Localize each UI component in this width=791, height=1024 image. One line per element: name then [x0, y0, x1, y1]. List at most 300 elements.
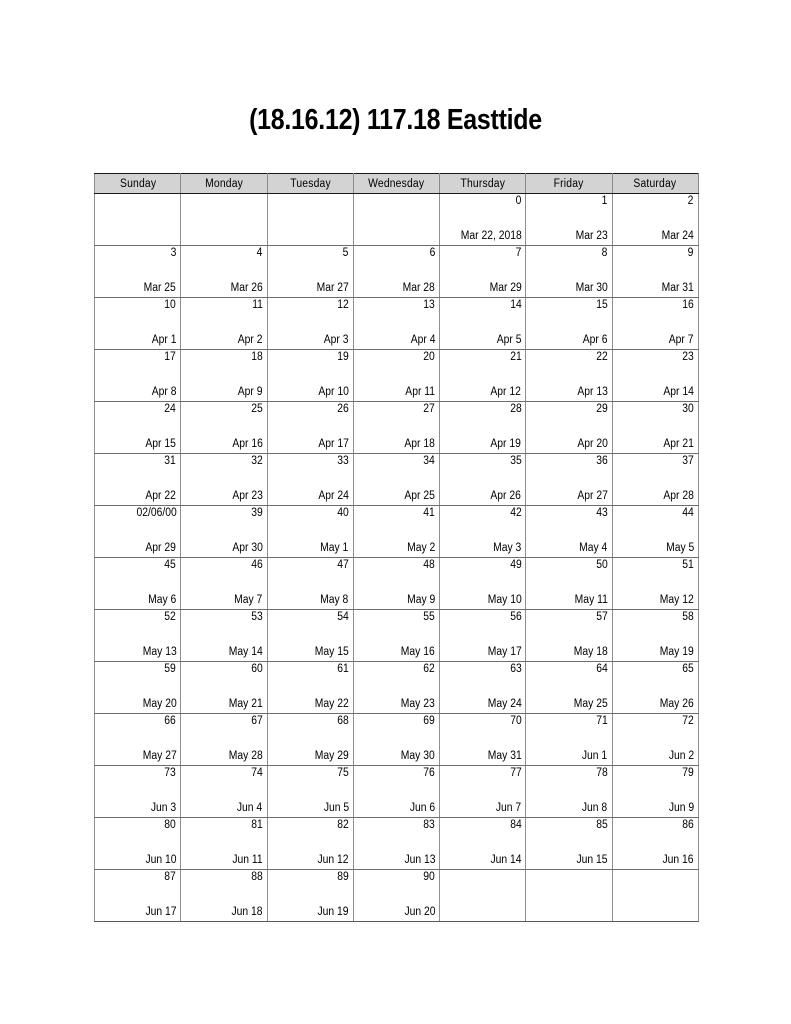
day-date-text: Apr 7 — [669, 334, 694, 346]
day-date-label — [229, 542, 263, 555]
day-number-text: 72 — [682, 715, 694, 727]
day-number — [336, 299, 349, 312]
calendar-day-cell[interactable] — [353, 662, 439, 714]
day-cell-content — [354, 610, 439, 661]
calendar-week-row — [95, 506, 699, 558]
day-date-label — [397, 698, 435, 711]
day-cell-content — [440, 246, 525, 297]
calendar-day-cell[interactable] — [267, 818, 353, 870]
weekday-header-label: Thursday — [460, 177, 505, 190]
day-date-text: May 14 — [228, 646, 263, 658]
day-number — [422, 767, 435, 780]
day-number-text: 69 — [423, 715, 436, 727]
calendar-day-cell[interactable] — [267, 558, 353, 610]
day-number — [250, 715, 263, 728]
day-date-label — [574, 386, 608, 399]
calendar-day-cell[interactable] — [612, 870, 698, 922]
day-number-text: 46 — [251, 559, 263, 571]
calendar-day-cell[interactable] — [526, 662, 612, 714]
calendar-day-cell[interactable] — [95, 402, 181, 454]
calendar-day-cell[interactable] — [526, 714, 612, 766]
day-number — [422, 611, 435, 624]
day-date-text: Apr 2 — [237, 334, 263, 346]
day-cell-content — [613, 558, 698, 609]
day-date-label — [579, 750, 607, 763]
calendar-day-cell[interactable] — [440, 766, 526, 818]
calendar-day-cell[interactable] — [353, 766, 439, 818]
calendar-day-cell[interactable] — [526, 506, 612, 558]
day-number — [250, 455, 263, 468]
day-date-text: Jun 16 — [662, 854, 694, 866]
day-date-label — [235, 386, 263, 399]
calendar-day-cell[interactable] — [267, 714, 353, 766]
day-cell-content — [95, 402, 180, 453]
calendar-week-row — [95, 870, 699, 922]
day-cell-content — [440, 766, 525, 817]
day-number-text: 75 — [337, 767, 349, 779]
day-number — [251, 299, 263, 312]
calendar-day-cell[interactable] — [267, 246, 353, 298]
calendar-day-cell[interactable] — [440, 246, 526, 298]
day-number — [681, 819, 694, 832]
day-date-text: Apr 26 — [490, 490, 522, 502]
day-number-text: 50 — [596, 559, 608, 571]
calendar-day-cell[interactable] — [353, 298, 439, 350]
day-date-label — [397, 750, 435, 763]
day-number — [336, 715, 349, 728]
weekday-header-thursday — [440, 174, 526, 194]
day-date-label — [572, 230, 608, 243]
calendar-day-cell[interactable] — [440, 610, 526, 662]
day-date-text: Apr 12 — [490, 386, 522, 398]
day-date-text: Apr 14 — [663, 386, 694, 398]
day-date-label — [225, 750, 263, 763]
calendar-day-cell[interactable] — [526, 818, 612, 870]
day-number-text: 87 — [164, 871, 177, 883]
day-number-text: 79 — [682, 767, 694, 779]
calendar-day-cell[interactable] — [267, 506, 353, 558]
day-number-text: 67 — [251, 715, 263, 727]
day-cell-content — [95, 714, 180, 765]
day-date-text: May 10 — [487, 594, 522, 606]
day-number-text: 43 — [596, 507, 608, 519]
day-date-label — [660, 438, 694, 451]
day-number-text: 25 — [251, 403, 263, 415]
calendar-day-cell[interactable] — [267, 454, 353, 506]
calendar-day-cell[interactable] — [440, 818, 526, 870]
day-number — [163, 767, 176, 780]
day-date-text: May 27 — [142, 750, 177, 762]
day-date-text: May 22 — [314, 698, 349, 710]
calendar-day-cell[interactable] — [181, 246, 267, 298]
calendar-day-cell[interactable] — [267, 870, 353, 922]
calendar-day-cell[interactable] — [267, 402, 353, 454]
calendar-day-cell[interactable] — [526, 610, 612, 662]
day-date-label — [317, 594, 348, 607]
day-date-text: May 2 — [406, 542, 436, 554]
day-number-text: 84 — [509, 819, 522, 831]
day-date-text: Apr 11 — [405, 386, 436, 398]
calendar-day-cell[interactable] — [612, 246, 698, 298]
day-date-text: May 16 — [401, 646, 436, 658]
day-date-text: Jun 1 — [582, 750, 608, 762]
day-cell-content — [181, 558, 266, 609]
calendar-day-cell[interactable] — [353, 454, 439, 506]
day-date-label — [570, 646, 608, 659]
day-number-text: 85 — [596, 819, 608, 831]
day-date-label — [580, 334, 608, 347]
calendar-day-cell[interactable] — [526, 870, 612, 922]
day-date-text: Mar 31 — [661, 282, 694, 294]
day-date-text: Jun 3 — [150, 802, 177, 814]
calendar-day-cell[interactable] — [181, 610, 267, 662]
day-number — [595, 351, 608, 364]
day-date-label — [404, 594, 435, 607]
day-number-text: 28 — [509, 403, 522, 415]
calendar-day-cell[interactable] — [181, 298, 267, 350]
day-date-text: Jun 2 — [668, 750, 694, 762]
calendar-day-cell[interactable] — [440, 662, 526, 714]
day-cell-content — [268, 870, 353, 921]
calendar-day-cell[interactable] — [95, 506, 181, 558]
day-date-label — [487, 854, 522, 867]
calendar-day-cell[interactable] — [95, 194, 181, 246]
day-date-text: May 18 — [573, 646, 608, 658]
day-cell-content — [526, 454, 611, 505]
calendar-day-cell[interactable] — [440, 194, 526, 246]
calendar-week-row — [95, 454, 699, 506]
calendar-day-cell[interactable] — [526, 454, 612, 506]
calendar-day-cell[interactable] — [353, 818, 439, 870]
day-date-text: Apr 16 — [232, 438, 263, 450]
day-cell-content — [268, 714, 353, 765]
day-cell-content — [268, 350, 353, 401]
calendar-day-cell[interactable] — [267, 298, 353, 350]
day-date-label — [656, 594, 694, 607]
day-number — [422, 455, 435, 468]
day-date-text: Apr 28 — [663, 490, 694, 502]
day-cell-content — [181, 194, 266, 245]
calendar-day-cell[interactable] — [353, 194, 439, 246]
day-date-label — [484, 750, 522, 763]
calendar-day-cell[interactable] — [181, 350, 267, 402]
day-number-text: 54 — [337, 611, 349, 623]
calendar-day-cell[interactable] — [440, 350, 526, 402]
calendar-day-cell[interactable] — [181, 714, 267, 766]
day-cell-content — [268, 246, 353, 297]
day-cell-content — [181, 610, 266, 661]
day-date-label — [658, 282, 694, 295]
day-date-label — [314, 854, 349, 867]
calendar-day-cell[interactable] — [95, 454, 181, 506]
calendar-day-cell[interactable] — [353, 558, 439, 610]
calendar-day-cell[interactable] — [181, 506, 267, 558]
day-cell-content — [526, 818, 611, 869]
calendar-day-cell[interactable] — [353, 350, 439, 402]
calendar-day-cell[interactable] — [353, 506, 439, 558]
day-number — [250, 767, 263, 780]
calendar-day-cell[interactable] — [181, 818, 267, 870]
calendar-day-cell[interactable] — [526, 246, 612, 298]
calendar-day-cell[interactable] — [95, 714, 181, 766]
day-date-text: Jun 11 — [232, 854, 263, 866]
weekday-header-label: Tuesday — [289, 177, 331, 190]
calendar-day-cell[interactable] — [526, 194, 612, 246]
day-date-label — [494, 334, 522, 347]
day-number — [681, 455, 694, 468]
day-number-text: 32 — [251, 455, 263, 467]
calendar-day-cell[interactable] — [353, 870, 439, 922]
day-number — [601, 247, 607, 260]
day-date-text: Apr 3 — [324, 334, 349, 346]
day-number — [250, 403, 263, 416]
day-number-text: 47 — [337, 559, 349, 571]
calendar-day-cell[interactable] — [612, 610, 698, 662]
day-cell-content — [181, 402, 266, 453]
day-cell-content — [268, 662, 353, 713]
day-number — [595, 455, 608, 468]
calendar-day-cell[interactable] — [612, 662, 698, 714]
calendar-day-cell[interactable] — [95, 610, 181, 662]
day-cell-content — [181, 246, 266, 297]
day-cell-content — [440, 714, 525, 765]
calendar-day-cell[interactable] — [526, 350, 612, 402]
day-number — [163, 559, 176, 572]
day-number — [256, 247, 262, 260]
day-date-text: May 19 — [659, 646, 694, 658]
day-date-label — [139, 750, 177, 763]
calendar-day-cell[interactable] — [612, 766, 698, 818]
day-date-label — [656, 698, 694, 711]
day-date-text: Jun 5 — [323, 802, 349, 814]
day-cell-content — [440, 194, 525, 245]
weekday-header-wednesday — [353, 174, 439, 194]
day-number-text: 29 — [596, 403, 608, 415]
day-date-text: Jun 20 — [403, 906, 436, 918]
day-date-text: May 13 — [142, 646, 177, 658]
day-date-text: Jun 12 — [317, 854, 349, 866]
day-date-label — [148, 802, 176, 815]
day-number — [422, 507, 435, 520]
day-date-label — [229, 490, 263, 503]
calendar-day-cell[interactable] — [612, 714, 698, 766]
weekday-header-tuesday — [267, 174, 353, 194]
calendar-day-cell[interactable] — [440, 558, 526, 610]
day-number-text: 88 — [251, 871, 263, 883]
day-cell-content — [354, 870, 439, 921]
day-date-label — [142, 490, 176, 503]
calendar-day-cell[interactable] — [440, 402, 526, 454]
calendar-day-cell[interactable] — [181, 870, 267, 922]
weekday-header-sunday — [95, 174, 181, 194]
calendar-day-cell[interactable] — [440, 454, 526, 506]
calendar-day-cell[interactable] — [95, 870, 181, 922]
weekday-header-label: Saturday — [633, 177, 677, 190]
day-date-label — [572, 282, 608, 295]
calendar-day-cell[interactable] — [181, 194, 267, 246]
day-number-text: 17 — [164, 351, 177, 363]
calendar-day-cell[interactable] — [353, 714, 439, 766]
day-date-label — [228, 906, 263, 919]
weekday-header-monday — [181, 174, 267, 194]
day-number — [250, 663, 263, 676]
day-number — [163, 663, 176, 676]
calendar-body — [95, 194, 699, 922]
day-cell-content — [354, 454, 439, 505]
day-number — [681, 299, 694, 312]
calendar-day-cell[interactable] — [612, 506, 698, 558]
day-date-label — [487, 490, 521, 503]
calendar-day-cell[interactable] — [181, 558, 267, 610]
day-number-text: 19 — [337, 351, 349, 363]
calendar-week-row — [95, 662, 699, 714]
day-cell-content — [95, 506, 180, 557]
calendar-day-cell[interactable] — [440, 506, 526, 558]
day-number-text: 45 — [164, 559, 177, 571]
day-date-text: Apr 9 — [237, 386, 263, 398]
day-cell-content — [354, 766, 439, 817]
day-number-text: 31 — [164, 455, 177, 467]
day-cell-content — [613, 454, 698, 505]
calendar-day-cell[interactable] — [181, 766, 267, 818]
day-date-label — [311, 750, 349, 763]
calendar-day-cell[interactable] — [181, 454, 267, 506]
day-date-label — [408, 334, 436, 347]
calendar-day-cell[interactable] — [526, 558, 612, 610]
calendar-day-cell[interactable] — [612, 350, 698, 402]
day-date-text: Jun 19 — [317, 906, 349, 918]
day-date-label — [142, 542, 176, 555]
day-date-text: May 6 — [148, 594, 177, 606]
calendar-day-cell[interactable] — [181, 662, 267, 714]
day-date-label — [666, 802, 694, 815]
day-date-text: Jun 18 — [231, 906, 263, 918]
calendar-day-cell[interactable] — [267, 194, 353, 246]
calendar-day-cell[interactable] — [95, 298, 181, 350]
day-date-text: Jun 10 — [145, 854, 177, 866]
day-date-label — [402, 386, 435, 399]
calendar-day-cell[interactable] — [181, 402, 267, 454]
day-cell-content — [526, 246, 611, 297]
day-number-text: 42 — [509, 507, 522, 519]
day-date-label — [234, 802, 262, 815]
calendar-day-cell[interactable] — [267, 350, 353, 402]
day-number-text: 15 — [596, 299, 608, 311]
day-date-text: Jun 6 — [409, 802, 436, 814]
calendar-day-cell[interactable] — [95, 558, 181, 610]
calendar-day-cell[interactable] — [526, 298, 612, 350]
day-number-text: 52 — [164, 611, 177, 623]
day-number — [163, 299, 176, 312]
day-cell-content — [613, 350, 698, 401]
day-date-label — [407, 802, 435, 815]
day-number-text: 2 — [688, 195, 694, 207]
calendar-day-cell[interactable] — [526, 402, 612, 454]
calendar-day-cell[interactable] — [95, 766, 181, 818]
day-cell-content — [354, 194, 439, 245]
day-date-label — [486, 282, 522, 295]
calendar-day-cell[interactable] — [526, 766, 612, 818]
day-number-text: 23 — [682, 351, 694, 363]
day-date-text: Apr 20 — [577, 438, 608, 450]
calendar-day-cell[interactable] — [353, 610, 439, 662]
day-cell-content — [440, 350, 525, 401]
day-cell-content — [526, 714, 611, 765]
day-cell-content — [268, 298, 353, 349]
day-date-text: Apr 18 — [404, 438, 436, 450]
day-date-text: May 3 — [493, 542, 522, 554]
day-date-text: Jun 15 — [576, 854, 608, 866]
day-cell-content — [181, 506, 266, 557]
day-number — [163, 403, 176, 416]
day-date-label — [225, 698, 263, 711]
day-date-label — [142, 854, 177, 867]
day-date-label — [225, 646, 263, 659]
day-cell-content — [354, 246, 439, 297]
day-date-label — [573, 854, 608, 867]
day-number — [595, 819, 608, 832]
day-number — [422, 663, 435, 676]
calendar-day-cell[interactable] — [95, 662, 181, 714]
day-cell-content — [613, 298, 698, 349]
calendar-day-cell[interactable] — [612, 818, 698, 870]
day-date-label — [142, 438, 176, 451]
calendar-day-cell[interactable] — [95, 350, 181, 402]
day-date-text: May 7 — [234, 594, 263, 606]
day-number-text: 77 — [509, 767, 522, 779]
calendar-day-cell[interactable] — [440, 714, 526, 766]
day-date-label — [321, 802, 349, 815]
day-cell-content — [354, 818, 439, 869]
calendar-week-row — [95, 714, 699, 766]
calendar-day-cell[interactable] — [612, 402, 698, 454]
day-cell-content — [440, 818, 525, 869]
calendar-day-cell[interactable] — [612, 298, 698, 350]
day-date-text: Apr 19 — [490, 438, 522, 450]
calendar-day-cell[interactable] — [612, 194, 698, 246]
calendar-day-cell[interactable] — [267, 766, 353, 818]
day-number — [336, 871, 349, 884]
day-date-label — [235, 334, 263, 347]
calendar-day-cell[interactable] — [353, 246, 439, 298]
day-number-text: 78 — [596, 767, 608, 779]
calendar-day-cell[interactable] — [353, 402, 439, 454]
day-number-text: 30 — [682, 403, 694, 415]
calendar-day-cell[interactable] — [440, 298, 526, 350]
day-date-label — [227, 282, 263, 295]
day-number — [132, 507, 177, 520]
day-date-label — [484, 698, 522, 711]
calendar-day-cell[interactable] — [440, 870, 526, 922]
calendar-day-cell[interactable] — [95, 818, 181, 870]
day-number — [681, 403, 694, 416]
calendar-day-cell[interactable] — [267, 610, 353, 662]
day-number — [336, 819, 349, 832]
day-number — [336, 455, 349, 468]
day-cell-content — [181, 350, 266, 401]
day-cell-content — [354, 350, 439, 401]
day-cell-content — [526, 558, 611, 609]
calendar-day-cell[interactable] — [612, 454, 698, 506]
day-number-text: 14 — [509, 299, 522, 311]
day-cell-content — [268, 506, 353, 557]
calendar-day-cell[interactable] — [95, 246, 181, 298]
day-number — [336, 767, 349, 780]
calendar-day-cell[interactable] — [612, 558, 698, 610]
day-cell-content — [95, 610, 180, 661]
day-date-label — [487, 438, 521, 451]
calendar-day-cell[interactable] — [267, 662, 353, 714]
